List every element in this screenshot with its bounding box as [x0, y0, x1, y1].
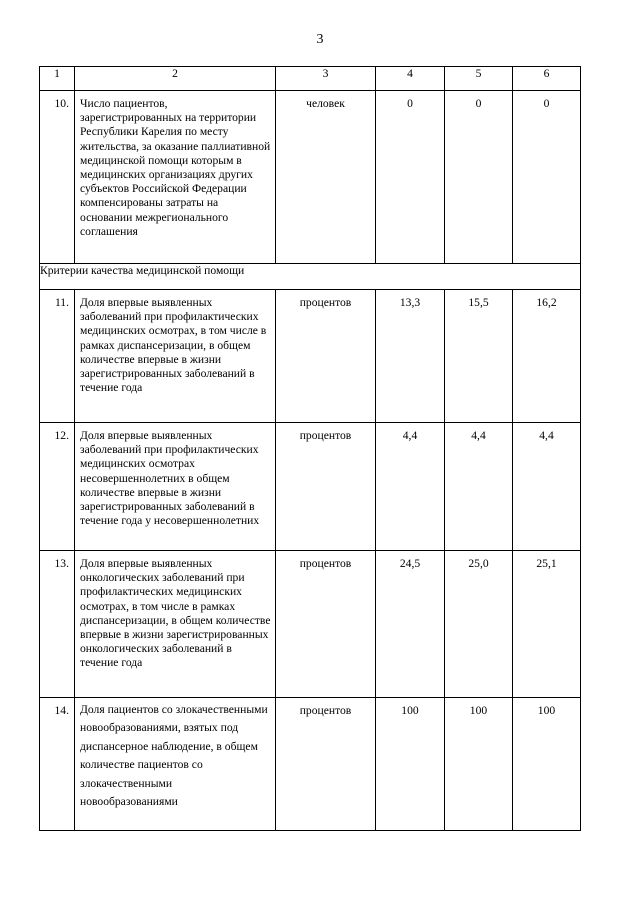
header-cell: 6: [513, 67, 581, 91]
row-number: 10.: [40, 91, 75, 264]
value-cell: 25,0: [445, 551, 513, 698]
header-cell: 3: [276, 67, 376, 91]
table-row: [40, 290, 581, 423]
value-cell: 100: [445, 698, 513, 831]
header-cell: 5: [445, 67, 513, 91]
row-number: 14.: [40, 698, 75, 831]
value-cell: 4,4: [445, 423, 513, 551]
value-cell: 100: [513, 698, 581, 831]
value-cell: 13,3: [376, 290, 445, 423]
row-number: 13.: [40, 551, 75, 698]
section-title: Критерии качества медицинской помощи: [40, 264, 581, 290]
table-row: [40, 423, 581, 551]
row-number: 11.: [40, 290, 75, 423]
table-header-row: [40, 67, 581, 91]
unit-cell: процентов: [276, 423, 376, 551]
value-cell: 25,1: [513, 551, 581, 698]
unit-cell: человек: [276, 91, 376, 264]
unit-cell: процентов: [276, 698, 376, 831]
header-cell: 1: [40, 67, 75, 91]
value-cell: 100: [376, 698, 445, 831]
value-cell: 0: [513, 91, 581, 264]
value-cell: 4,4: [376, 423, 445, 551]
indicator-name: Доля впервые выявленных онкологических заболеваний при профилактических медицинских осмотрах, в том числе в рамках диспансеризации, в общем количестве впервые в жизни зарегистрированных онкологических заболеваний в течение года: [75, 551, 276, 698]
indicator-name: Доля впервые выявленных заболеваний при профилактических медицинских осмотрах несовершеннолетних в общем количестве впервые в жизни зарегистрированных заболеваний в течение года у несовершеннолетних: [75, 423, 276, 551]
value-cell: 0: [376, 91, 445, 264]
table-row: [40, 91, 581, 264]
section-row: [40, 264, 581, 290]
header-cell: 4: [376, 67, 445, 91]
indicator-name: Число пациентов, зарегистрированных на территории Республики Карелия по месту жительства, за оказание паллиативной медицинской помощи которым в медицинских организациях других субъектов Российской Федерации компенсированы затраты на основании межрегионального соглашения: [75, 91, 276, 264]
table-row: [40, 698, 581, 831]
row-number: 12.: [40, 423, 75, 551]
indicator-name: Доля пациентов со злокачественными новообразованиями, взятых под диспансерное наблюдение, в общем количестве пациентов со злокачественными новообразованиями: [75, 698, 276, 831]
page-number: 3: [316, 32, 324, 47]
header-cell: 2: [75, 67, 276, 91]
value-cell: 4,4: [513, 423, 581, 551]
value-cell: 24,5: [376, 551, 445, 698]
value-cell: 0: [445, 91, 513, 264]
indicators-table: [39, 66, 581, 831]
unit-cell: процентов: [276, 551, 376, 698]
value-cell: 15,5: [445, 290, 513, 423]
value-cell: 16,2: [513, 290, 581, 423]
table-row: [40, 551, 581, 698]
indicator-name: Доля впервые выявленных заболеваний при профилактических медицинских осмотрах, в том числе в рамках диспансеризации, в общем количестве впервые в жизни зарегистрированных заболеваний в течение года: [75, 290, 276, 423]
unit-cell: процентов: [276, 290, 376, 423]
